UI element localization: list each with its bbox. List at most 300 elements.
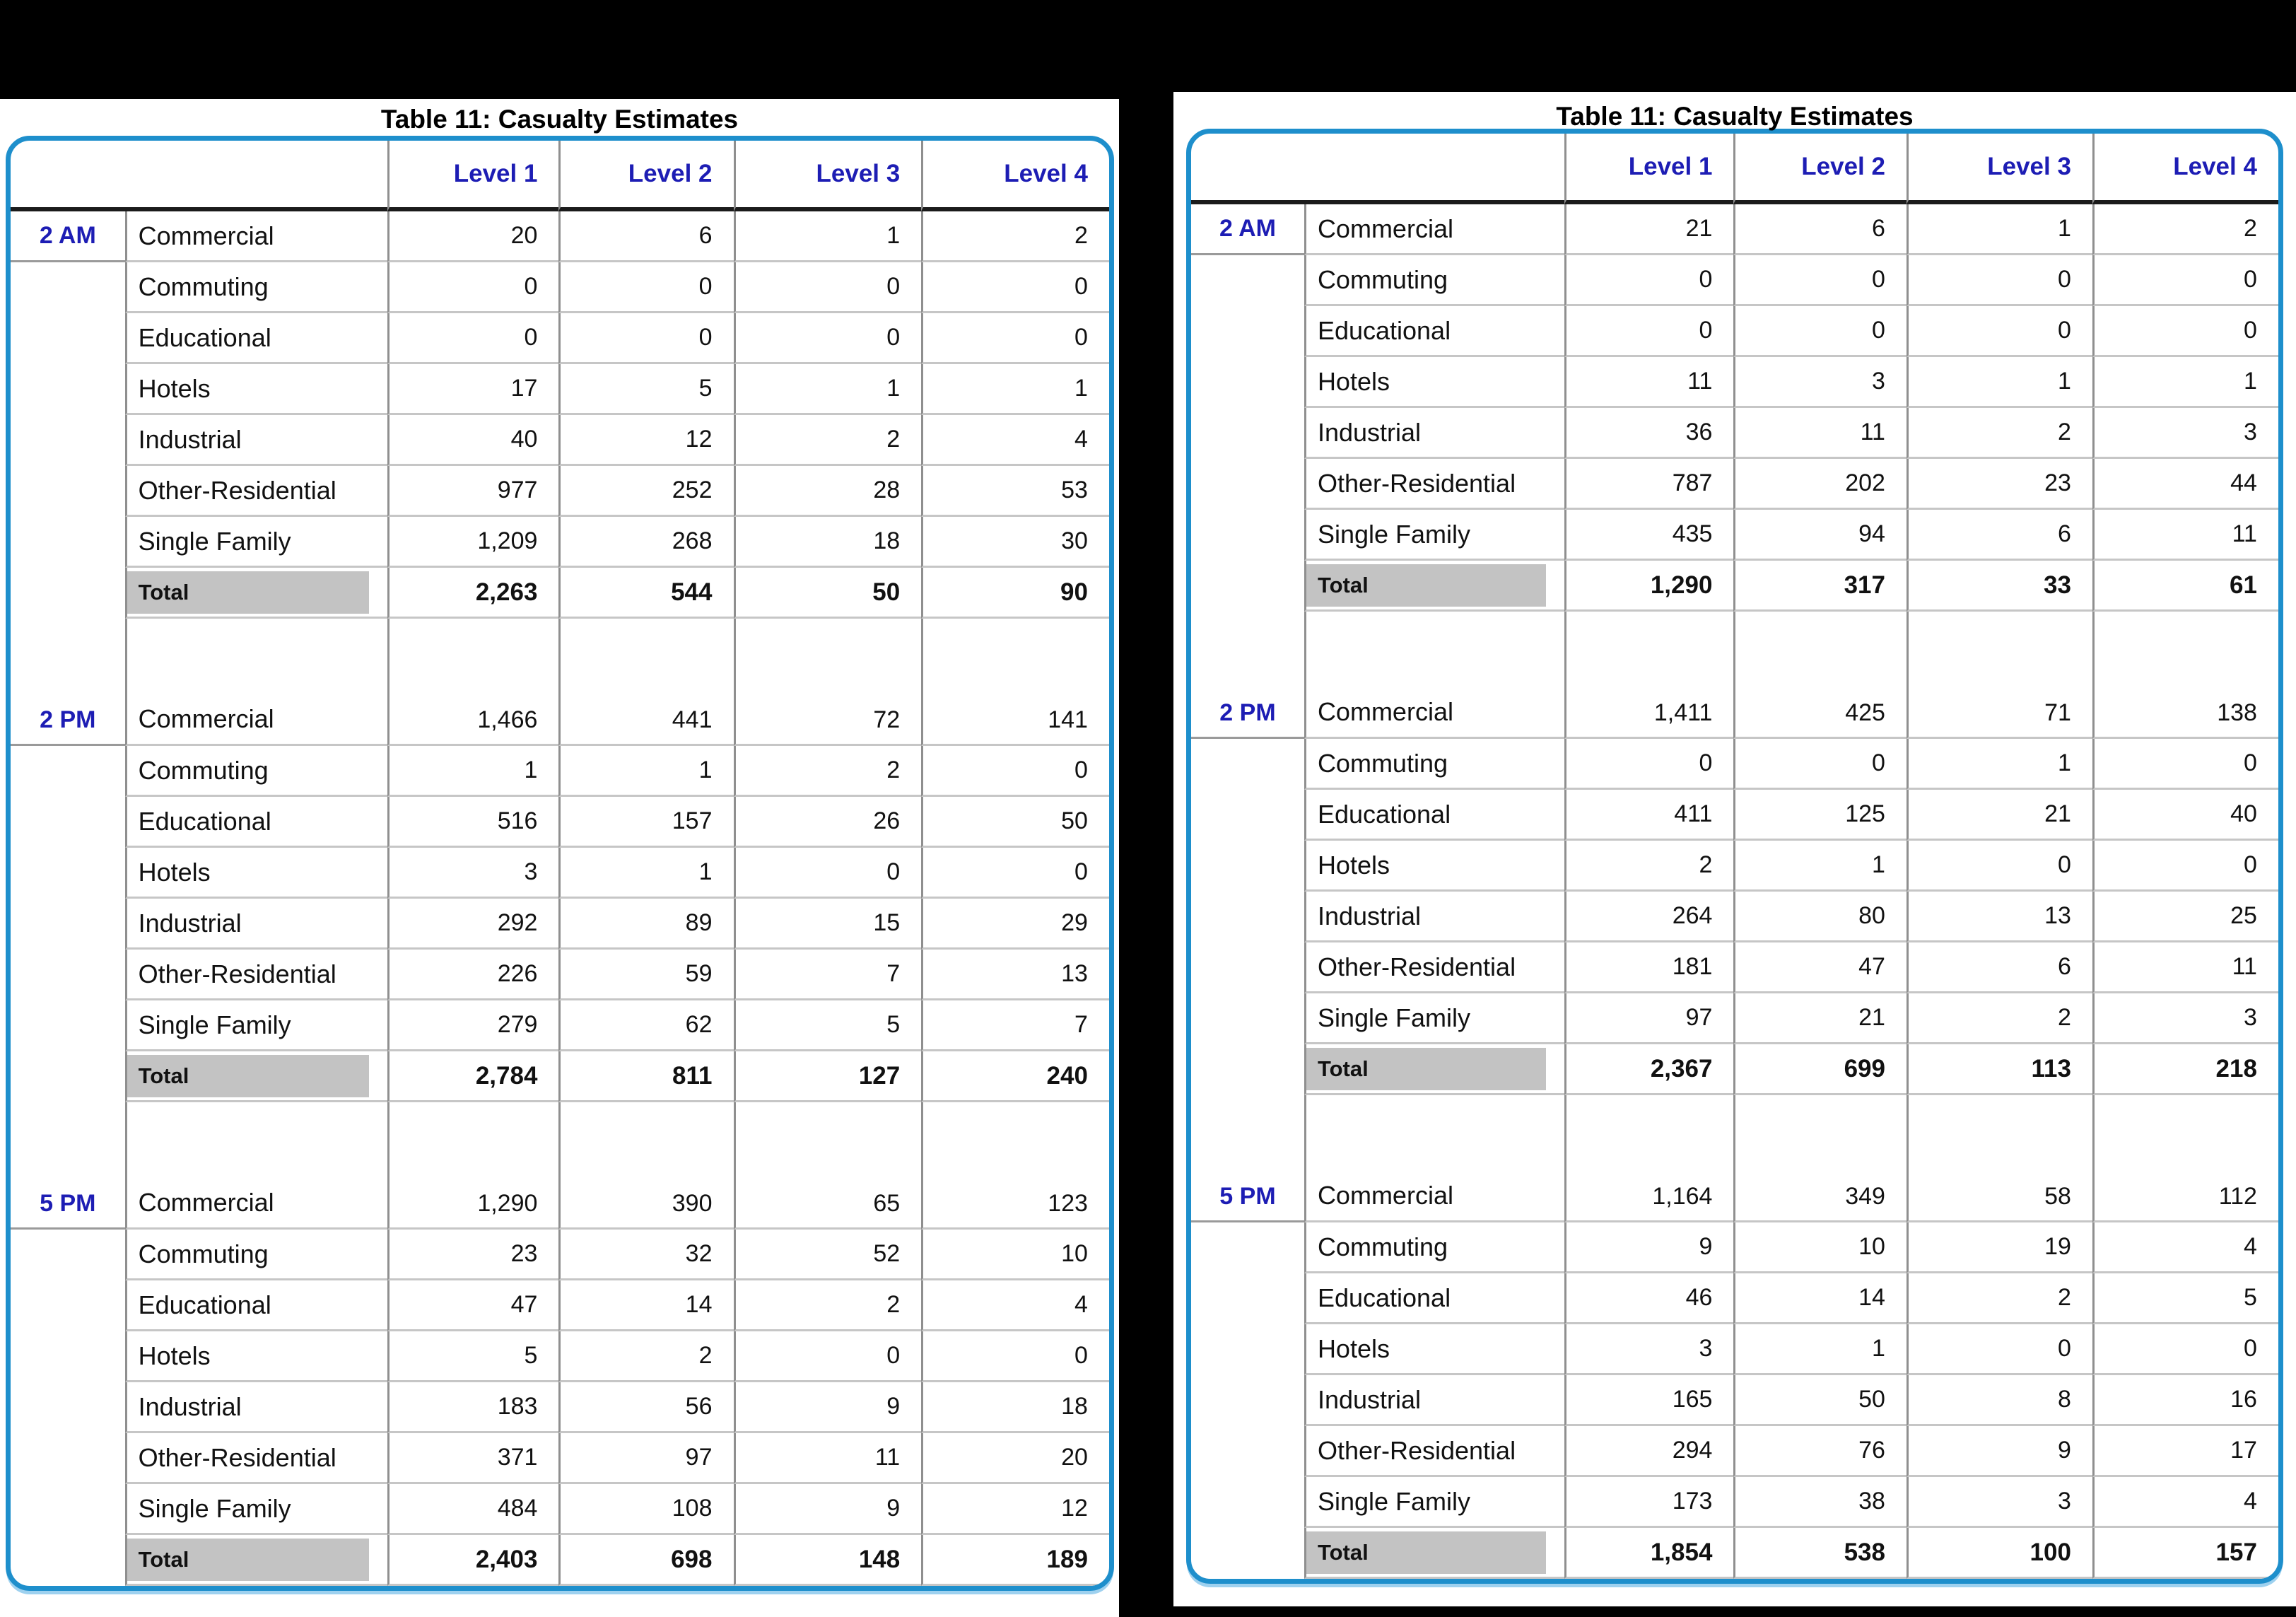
time-label-spacer bbox=[11, 1331, 125, 1382]
value-cell: 7 bbox=[734, 950, 922, 1000]
table-title: Table 11: Casualty Estimates bbox=[1556, 102, 1914, 131]
category-cell: Educational bbox=[125, 313, 387, 364]
value-cell: 0 bbox=[1906, 306, 2092, 357]
value-cell: 9 bbox=[1906, 1426, 2092, 1477]
value-cell: 11 bbox=[2092, 942, 2278, 993]
value-cell: 16 bbox=[2092, 1375, 2278, 1426]
value-cell: 46 bbox=[1564, 1273, 1734, 1324]
category-cell: Industrial bbox=[1304, 1375, 1564, 1426]
time-label-spacer bbox=[1191, 1375, 1304, 1426]
value-cell: 30 bbox=[921, 517, 1109, 568]
value-cell: 294 bbox=[1564, 1426, 1734, 1477]
time-label-spacer bbox=[1191, 993, 1304, 1044]
value-cell: 10 bbox=[1733, 1222, 1906, 1273]
value-cell: 0 bbox=[1564, 255, 1734, 306]
value-cell: 11 bbox=[1564, 357, 1734, 408]
value-cell: 6 bbox=[558, 211, 733, 262]
value-cell: 20 bbox=[387, 211, 558, 262]
value-cell: 19 bbox=[1906, 1222, 2092, 1273]
category-cell: Commuting bbox=[1304, 1222, 1564, 1273]
value-cell: 0 bbox=[2092, 739, 2278, 790]
value-cell: 2 bbox=[2092, 204, 2278, 255]
value-cell: 0 bbox=[1906, 841, 2092, 892]
value-cell: 13 bbox=[921, 950, 1109, 1000]
value-cell: 1 bbox=[921, 364, 1109, 415]
value-cell: 1,411 bbox=[1564, 612, 1734, 739]
time-label: 2 PM bbox=[11, 619, 125, 746]
value-cell: 1 bbox=[1733, 1324, 1906, 1375]
value-cell: 2 bbox=[734, 415, 922, 466]
time-label-spacer bbox=[1191, 1273, 1304, 1324]
value-cell: 484 bbox=[387, 1484, 558, 1535]
time-label: 5 PM bbox=[1191, 1095, 1304, 1222]
category-cell: Single Family bbox=[1304, 1477, 1564, 1528]
value-cell: 0 bbox=[734, 848, 922, 899]
time-label-spacer bbox=[11, 950, 125, 1000]
value-cell: 0 bbox=[1733, 739, 1906, 790]
time-label-spacer bbox=[1191, 357, 1304, 408]
time-label-spacer bbox=[11, 848, 125, 899]
value-cell: 0 bbox=[1733, 255, 1906, 306]
total-value-cell: 544 bbox=[558, 568, 733, 619]
total-label-cell bbox=[1304, 1528, 1564, 1579]
value-cell: 977 bbox=[387, 466, 558, 517]
category-cell: Industrial bbox=[125, 1382, 387, 1433]
time-label-spacer bbox=[11, 415, 125, 466]
value-cell: 56 bbox=[558, 1382, 733, 1433]
value-cell: 157 bbox=[558, 797, 733, 848]
value-cell: 1 bbox=[558, 746, 733, 797]
value-cell: 183 bbox=[387, 1382, 558, 1433]
value-cell: 1 bbox=[734, 364, 922, 415]
value-cell: 12 bbox=[921, 1484, 1109, 1535]
value-cell: 9 bbox=[734, 1484, 922, 1535]
value-cell: 50 bbox=[921, 797, 1109, 848]
time-label-spacer bbox=[11, 1484, 125, 1535]
value-cell: 0 bbox=[387, 262, 558, 313]
total-value-cell: 33 bbox=[1906, 561, 2092, 612]
time-label-spacer bbox=[1191, 1528, 1304, 1579]
column-header-level: Level 3 bbox=[1906, 134, 2092, 204]
value-cell: 2 bbox=[921, 211, 1109, 262]
value-cell: 2 bbox=[1906, 1273, 2092, 1324]
time-label-spacer bbox=[1191, 255, 1304, 306]
category-cell: Other-Residential bbox=[125, 950, 387, 1000]
category-cell: Single Family bbox=[125, 1484, 387, 1535]
value-cell: 4 bbox=[2092, 1222, 2278, 1273]
total-label: Total bbox=[1317, 572, 1369, 597]
value-cell: 3 bbox=[2092, 408, 2278, 459]
value-cell: 6 bbox=[1906, 942, 2092, 993]
value-cell: 108 bbox=[558, 1484, 733, 1535]
value-cell: 3 bbox=[1564, 1324, 1734, 1375]
time-label-spacer bbox=[11, 746, 125, 797]
total-value-cell: 1,854 bbox=[1564, 1528, 1734, 1579]
time-label: 5 PM bbox=[11, 1102, 125, 1230]
value-cell: 38 bbox=[1733, 1477, 1906, 1528]
category-cell: Educational bbox=[125, 1280, 387, 1331]
value-cell: 292 bbox=[387, 899, 558, 950]
category-cell: Commuting bbox=[1304, 255, 1564, 306]
value-cell: 5 bbox=[734, 1000, 922, 1051]
value-cell: 47 bbox=[1733, 942, 1906, 993]
category-cell: Other-Residential bbox=[1304, 942, 1564, 993]
total-value-cell: 1,290 bbox=[1564, 561, 1734, 612]
category-cell: Commercial bbox=[1304, 612, 1564, 739]
value-cell: 0 bbox=[2092, 306, 2278, 357]
category-cell: Commercial bbox=[125, 211, 387, 262]
time-label-spacer bbox=[1191, 892, 1304, 942]
value-cell: 1 bbox=[1906, 739, 2092, 790]
value-cell: 15 bbox=[734, 899, 922, 950]
value-cell: 11 bbox=[1733, 408, 1906, 459]
time-label: 2 PM bbox=[1191, 612, 1304, 739]
value-cell: 2 bbox=[734, 746, 922, 797]
value-cell: 2 bbox=[1564, 841, 1734, 892]
value-cell: 1,209 bbox=[387, 517, 558, 568]
value-cell: 40 bbox=[387, 415, 558, 466]
value-cell: 349 bbox=[1733, 1095, 1906, 1222]
time-label-spacer bbox=[11, 364, 125, 415]
value-cell: 6 bbox=[1906, 510, 2092, 561]
category-cell: Hotels bbox=[125, 1331, 387, 1382]
value-cell: 89 bbox=[558, 899, 733, 950]
category-cell: Commuting bbox=[125, 1230, 387, 1280]
value-cell: 23 bbox=[1906, 459, 2092, 510]
value-cell: 787 bbox=[1564, 459, 1734, 510]
value-cell: 0 bbox=[734, 313, 922, 364]
value-cell: 0 bbox=[734, 262, 922, 313]
value-cell: 435 bbox=[1564, 510, 1734, 561]
value-cell: 18 bbox=[734, 517, 922, 568]
category-cell: Educational bbox=[125, 797, 387, 848]
value-cell: 13 bbox=[1906, 892, 2092, 942]
value-cell: 371 bbox=[387, 1433, 558, 1484]
time-label-spacer bbox=[11, 1433, 125, 1484]
column-header-level: Level 4 bbox=[921, 141, 1109, 211]
time-label-spacer bbox=[1191, 510, 1304, 561]
casualty-table-panel-right bbox=[1173, 92, 2296, 1606]
time-label-spacer bbox=[11, 1000, 125, 1051]
total-value-cell: 113 bbox=[1906, 1044, 2092, 1095]
value-cell: 21 bbox=[1733, 993, 1906, 1044]
time-label-spacer bbox=[1191, 459, 1304, 510]
value-cell: 0 bbox=[387, 313, 558, 364]
category-cell: Single Family bbox=[125, 517, 387, 568]
time-label-spacer bbox=[11, 466, 125, 517]
value-cell: 58 bbox=[1906, 1095, 2092, 1222]
category-cell: Industrial bbox=[125, 415, 387, 466]
time-label-spacer bbox=[11, 899, 125, 950]
value-cell: 3 bbox=[1906, 1477, 2092, 1528]
value-cell: 125 bbox=[1733, 790, 1906, 841]
category-cell: Commercial bbox=[125, 619, 387, 746]
value-cell: 441 bbox=[558, 619, 733, 746]
casualty-table-right bbox=[1186, 129, 2283, 1584]
total-label: Total bbox=[138, 579, 189, 605]
total-value-cell: 2,367 bbox=[1564, 1044, 1734, 1095]
value-cell: 9 bbox=[734, 1382, 922, 1433]
value-cell: 1 bbox=[558, 848, 733, 899]
total-value-cell: 218 bbox=[2092, 1044, 2278, 1095]
total-label-cell bbox=[125, 1535, 387, 1586]
value-cell: 47 bbox=[387, 1280, 558, 1331]
time-label-spacer bbox=[11, 313, 125, 364]
total-value-cell: 189 bbox=[921, 1535, 1109, 1586]
category-cell: Hotels bbox=[125, 364, 387, 415]
value-cell: 4 bbox=[2092, 1477, 2278, 1528]
value-cell: 0 bbox=[921, 313, 1109, 364]
value-cell: 9 bbox=[1564, 1222, 1734, 1273]
category-cell: Other-Residential bbox=[1304, 459, 1564, 510]
total-value-cell: 157 bbox=[2092, 1528, 2278, 1579]
value-cell: 1 bbox=[734, 211, 922, 262]
value-cell: 0 bbox=[2092, 841, 2278, 892]
total-label: Total bbox=[1317, 1539, 1369, 1565]
time-label-spacer bbox=[1191, 790, 1304, 841]
total-value-cell: 699 bbox=[1733, 1044, 1906, 1095]
category-cell: Industrial bbox=[125, 899, 387, 950]
value-cell: 1,164 bbox=[1564, 1095, 1734, 1222]
value-cell: 17 bbox=[387, 364, 558, 415]
total-value-cell: 90 bbox=[921, 568, 1109, 619]
value-cell: 2 bbox=[1906, 993, 2092, 1044]
time-label-spacer bbox=[1191, 942, 1304, 993]
value-cell: 40 bbox=[2092, 790, 2278, 841]
value-cell: 17 bbox=[2092, 1426, 2278, 1477]
value-cell: 138 bbox=[2092, 612, 2278, 739]
table-frame-wrap bbox=[1186, 129, 2283, 1584]
value-cell: 3 bbox=[1733, 357, 1906, 408]
time-label-spacer bbox=[1191, 306, 1304, 357]
value-cell: 11 bbox=[2092, 510, 2278, 561]
value-cell: 12 bbox=[558, 415, 733, 466]
time-label-spacer bbox=[1191, 1324, 1304, 1375]
value-cell: 202 bbox=[1733, 459, 1906, 510]
table-title: Table 11: Casualty Estimates bbox=[380, 105, 739, 134]
total-label: Total bbox=[138, 1063, 189, 1088]
value-cell: 1 bbox=[1906, 357, 2092, 408]
value-cell: 4 bbox=[921, 415, 1109, 466]
value-cell: 29 bbox=[921, 899, 1109, 950]
value-cell: 0 bbox=[921, 848, 1109, 899]
total-label-cell bbox=[125, 568, 387, 619]
value-cell: 11 bbox=[734, 1433, 922, 1484]
time-label-spacer bbox=[11, 1230, 125, 1280]
value-cell: 0 bbox=[921, 1331, 1109, 1382]
value-cell: 226 bbox=[387, 950, 558, 1000]
value-cell: 2 bbox=[734, 1280, 922, 1331]
value-cell: 97 bbox=[558, 1433, 733, 1484]
time-label-spacer bbox=[1191, 1222, 1304, 1273]
value-cell: 390 bbox=[558, 1102, 733, 1230]
total-value-cell: 61 bbox=[2092, 561, 2278, 612]
category-cell: Industrial bbox=[1304, 892, 1564, 942]
value-cell: 10 bbox=[921, 1230, 1109, 1280]
value-cell: 0 bbox=[558, 262, 733, 313]
value-cell: 5 bbox=[387, 1331, 558, 1382]
value-cell: 0 bbox=[2092, 1324, 2278, 1375]
table-frame-wrap bbox=[6, 136, 1114, 1591]
value-cell: 53 bbox=[921, 466, 1109, 517]
column-header-level: Level 2 bbox=[558, 141, 733, 211]
value-cell: 165 bbox=[1564, 1375, 1734, 1426]
time-label-spacer bbox=[11, 568, 125, 619]
total-label: Total bbox=[1317, 1056, 1369, 1081]
value-cell: 123 bbox=[921, 1102, 1109, 1230]
value-cell: 26 bbox=[734, 797, 922, 848]
value-cell: 3 bbox=[2092, 993, 2278, 1044]
value-cell: 44 bbox=[2092, 459, 2278, 510]
value-cell: 76 bbox=[1733, 1426, 1906, 1477]
value-cell: 0 bbox=[921, 262, 1109, 313]
value-cell: 7 bbox=[921, 1000, 1109, 1051]
value-cell: 14 bbox=[558, 1280, 733, 1331]
value-cell: 6 bbox=[1733, 204, 1906, 255]
category-cell: Commuting bbox=[1304, 739, 1564, 790]
value-cell: 1 bbox=[387, 746, 558, 797]
value-cell: 173 bbox=[1564, 1477, 1734, 1528]
category-cell: Single Family bbox=[1304, 993, 1564, 1044]
value-cell: 1 bbox=[1733, 841, 1906, 892]
value-cell: 18 bbox=[921, 1382, 1109, 1433]
category-cell: Hotels bbox=[1304, 1324, 1564, 1375]
value-cell: 0 bbox=[921, 746, 1109, 797]
total-value-cell: 538 bbox=[1733, 1528, 1906, 1579]
time-label-spacer bbox=[1191, 739, 1304, 790]
value-cell: 94 bbox=[1733, 510, 1906, 561]
value-cell: 0 bbox=[1564, 739, 1734, 790]
value-cell: 112 bbox=[2092, 1095, 2278, 1222]
value-cell: 0 bbox=[1733, 306, 1906, 357]
value-cell: 3 bbox=[387, 848, 558, 899]
value-cell: 71 bbox=[1906, 612, 2092, 739]
value-cell: 65 bbox=[734, 1102, 922, 1230]
total-value-cell: 148 bbox=[734, 1535, 922, 1586]
category-cell: Commercial bbox=[1304, 204, 1564, 255]
category-cell: Single Family bbox=[125, 1000, 387, 1051]
value-cell: 80 bbox=[1733, 892, 1906, 942]
category-cell: Other-Residential bbox=[1304, 1426, 1564, 1477]
value-cell: 1 bbox=[2092, 357, 2278, 408]
header-blank-cell bbox=[1191, 134, 1564, 204]
category-cell: Commercial bbox=[1304, 1095, 1564, 1222]
value-cell: 23 bbox=[387, 1230, 558, 1280]
value-cell: 21 bbox=[1906, 790, 2092, 841]
value-cell: 411 bbox=[1564, 790, 1734, 841]
time-label-spacer bbox=[1191, 1477, 1304, 1528]
time-label-spacer bbox=[1191, 561, 1304, 612]
value-cell: 8 bbox=[1906, 1375, 2092, 1426]
total-label: Total bbox=[138, 1546, 189, 1572]
time-label-spacer bbox=[11, 517, 125, 568]
total-value-cell: 811 bbox=[558, 1051, 733, 1102]
value-cell: 0 bbox=[2092, 255, 2278, 306]
category-cell: Single Family bbox=[1304, 510, 1564, 561]
value-cell: 50 bbox=[1733, 1375, 1906, 1426]
time-label: 2 AM bbox=[11, 211, 125, 262]
total-value-cell: 240 bbox=[921, 1051, 1109, 1102]
category-cell: Educational bbox=[1304, 306, 1564, 357]
value-cell: 59 bbox=[558, 950, 733, 1000]
value-cell: 252 bbox=[558, 466, 733, 517]
category-cell: Educational bbox=[1304, 790, 1564, 841]
value-cell: 14 bbox=[1733, 1273, 1906, 1324]
value-cell: 21 bbox=[1564, 204, 1734, 255]
total-value-cell: 100 bbox=[1906, 1528, 2092, 1579]
time-label-spacer bbox=[11, 1051, 125, 1102]
casualty-table-panel-left bbox=[0, 99, 1119, 1617]
value-cell: 1 bbox=[1906, 204, 2092, 255]
category-cell: Commercial bbox=[125, 1102, 387, 1230]
value-cell: 2 bbox=[558, 1331, 733, 1382]
category-cell: Hotels bbox=[1304, 841, 1564, 892]
value-cell: 1,466 bbox=[387, 619, 558, 746]
value-cell: 5 bbox=[2092, 1273, 2278, 1324]
value-cell: 0 bbox=[1906, 1324, 2092, 1375]
value-cell: 425 bbox=[1733, 612, 1906, 739]
value-cell: 1,290 bbox=[387, 1102, 558, 1230]
time-label-spacer bbox=[11, 797, 125, 848]
total-label-cell bbox=[1304, 561, 1564, 612]
category-cell: Commuting bbox=[125, 262, 387, 313]
time-label-spacer bbox=[1191, 408, 1304, 459]
header-blank-cell bbox=[11, 141, 387, 211]
value-cell: 0 bbox=[1564, 306, 1734, 357]
value-cell: 141 bbox=[921, 619, 1109, 746]
value-cell: 52 bbox=[734, 1230, 922, 1280]
time-label-spacer bbox=[11, 1382, 125, 1433]
column-header-level: Level 1 bbox=[387, 141, 558, 211]
value-cell: 4 bbox=[921, 1280, 1109, 1331]
category-cell: Commuting bbox=[125, 746, 387, 797]
category-cell: Other-Residential bbox=[125, 466, 387, 517]
value-cell: 268 bbox=[558, 517, 733, 568]
value-cell: 2 bbox=[1906, 408, 2092, 459]
total-label-cell bbox=[1304, 1044, 1564, 1095]
casualty-table-left bbox=[6, 136, 1114, 1591]
time-label-spacer bbox=[1191, 841, 1304, 892]
value-cell: 25 bbox=[2092, 892, 2278, 942]
column-header-level: Level 4 bbox=[2092, 134, 2278, 204]
time-label-spacer bbox=[11, 1280, 125, 1331]
value-cell: 62 bbox=[558, 1000, 733, 1051]
value-cell: 516 bbox=[387, 797, 558, 848]
value-cell: 97 bbox=[1564, 993, 1734, 1044]
total-value-cell: 698 bbox=[558, 1535, 733, 1586]
time-label-spacer bbox=[11, 1535, 125, 1586]
value-cell: 28 bbox=[734, 466, 922, 517]
value-cell: 5 bbox=[558, 364, 733, 415]
value-cell: 20 bbox=[921, 1433, 1109, 1484]
time-label-spacer bbox=[1191, 1426, 1304, 1477]
category-cell: Other-Residential bbox=[125, 1433, 387, 1484]
value-cell: 0 bbox=[1906, 255, 2092, 306]
value-cell: 72 bbox=[734, 619, 922, 746]
time-label-spacer bbox=[11, 262, 125, 313]
value-cell: 36 bbox=[1564, 408, 1734, 459]
total-value-cell: 2,263 bbox=[387, 568, 558, 619]
column-header-level: Level 1 bbox=[1564, 134, 1734, 204]
column-header-level: Level 3 bbox=[734, 141, 922, 211]
total-value-cell: 2,784 bbox=[387, 1051, 558, 1102]
total-value-cell: 317 bbox=[1733, 561, 1906, 612]
category-cell: Educational bbox=[1304, 1273, 1564, 1324]
time-label: 2 AM bbox=[1191, 204, 1304, 255]
category-cell: Hotels bbox=[125, 848, 387, 899]
time-label-spacer bbox=[1191, 1044, 1304, 1095]
total-label-cell bbox=[125, 1051, 387, 1102]
